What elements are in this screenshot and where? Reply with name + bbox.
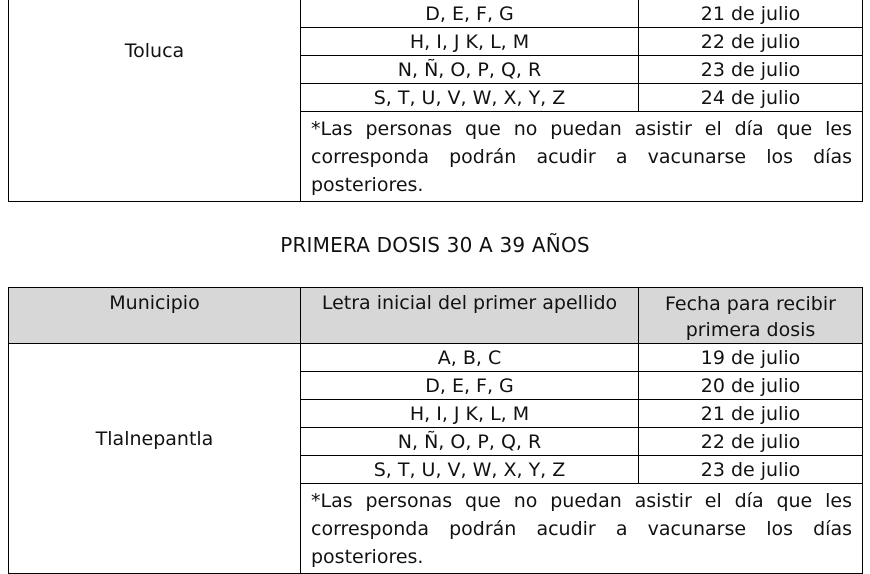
tlalnepantla-schedule-table [8,287,863,574]
fecha-cell: 21 de julio [639,0,863,28]
header-letra [301,288,639,344]
fecha-cell: 21 de julio [639,400,863,428]
section-title: PRIMERA DOSIS 30 A 39 AÑOS [280,233,590,257]
letras-cell: N, Ñ, O, P, Q, R [301,428,639,456]
letras-cell: H, I, J K, L, M [301,400,639,428]
letras-cell: S, T, U, V, W, X, Y, Z [301,84,639,112]
header-municipio-label: Municipio [109,292,200,314]
header-letra-label: Letra inicial del primer apellido [321,292,618,314]
header-row [9,288,863,344]
table-row [9,0,863,28]
letras-cell: S, T, U, V, W, X, Y, Z [301,456,639,484]
fecha-cell: 20 de julio [639,372,863,400]
letras-cell: H, I, J K, L, M [301,28,639,56]
fecha-cell: 24 de julio [639,84,863,112]
letras-cell: D, E, F, G [301,372,639,400]
note-cell: *Las personas que no puedan asistir el día que les corresponda podrán acudir a vacunarse los días posteriores. [301,484,863,574]
municipio-name: Toluca [124,40,185,62]
table-row [9,344,863,372]
fecha-cell: 19 de julio [639,344,863,372]
letras-cell: D, E, F, G [301,0,639,28]
letras-cell: A, B, C [301,344,639,372]
header-municipio [9,288,301,344]
note-cell: *Las personas que no puedan asistir el día que les corresponda podrán acudir a vacunarse los días posteriores. [301,112,863,202]
fecha-cell: 23 de julio [639,56,863,84]
fecha-cell: 23 de julio [639,456,863,484]
fecha-cell: 22 de julio [639,428,863,456]
municipio-cell-toluca [9,0,301,202]
municipio-cell-tlalnepantla [9,344,301,574]
municipio-name: Tlalnepantla [95,428,214,450]
header-fecha-label: Fecha para recibir primera dosis [665,292,836,341]
letras-cell: N, Ñ, O, P, Q, R [301,56,639,84]
fecha-cell: 22 de julio [639,28,863,56]
header-fecha [639,288,863,344]
toluca-schedule-table [8,0,863,202]
